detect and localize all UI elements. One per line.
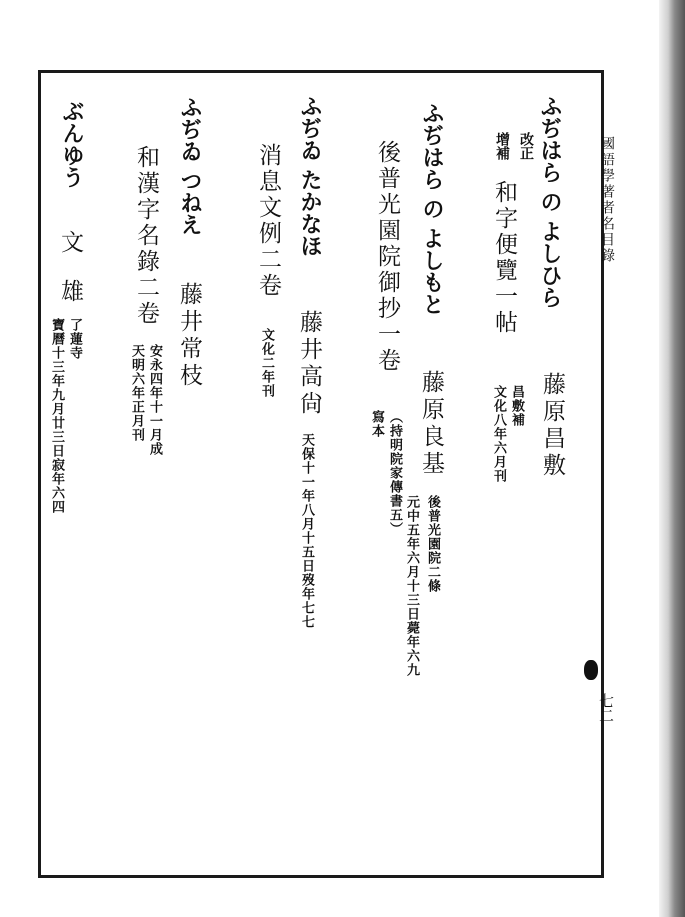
entry-note: 天保十一年八月十五日歿年七七 bbox=[299, 433, 314, 629]
entry-author: 藤井高尙 bbox=[296, 310, 322, 418]
entry-note: 文化八年六月刊 bbox=[491, 385, 506, 483]
title-note: 安永四年十一月成 bbox=[147, 344, 162, 456]
entry-note: 元中五年六月十三日薨年六九 bbox=[404, 495, 419, 677]
entry-title: 和字便覽一帖 bbox=[491, 180, 517, 336]
title-note: 文化二年刊 bbox=[259, 328, 274, 398]
entry-kana-name: ふぢはら の よしもと bbox=[419, 102, 444, 316]
page-edge-shadow bbox=[659, 0, 685, 917]
entry-author: 文雄 bbox=[57, 230, 83, 328]
entry-title: 和漢字名錄二卷 bbox=[133, 145, 159, 327]
entry-note: 了蓮寺 bbox=[67, 318, 82, 360]
entry-note: 昌敷補 bbox=[509, 385, 524, 427]
entry-note: 後普光園院二條 bbox=[425, 495, 440, 593]
entry-author: 藤井常枝 bbox=[176, 282, 202, 390]
entry-kana-name: ふぢはら の よしひら bbox=[537, 95, 562, 309]
entry-author: 藤原良基 bbox=[418, 370, 444, 478]
ink-blot bbox=[584, 660, 598, 680]
entry-title: 消息文例二卷 bbox=[255, 143, 281, 299]
title-note: 寫本 bbox=[369, 410, 384, 438]
entry-note: 寶曆十三年九月廿三日寂年六四 bbox=[49, 318, 64, 514]
entry-kana-name: ふぢゐ つねえ bbox=[177, 96, 202, 236]
entry-title: 後普光園院御抄一卷 bbox=[374, 140, 400, 374]
title-prefix-line: 增補 bbox=[494, 132, 510, 160]
entry-kana-name: ぶんゆう bbox=[59, 100, 84, 188]
title-prefix bbox=[492, 132, 536, 160]
entry-author: 藤原昌敷 bbox=[539, 372, 565, 480]
entry-kana-name: ふぢゐ たかなほ bbox=[297, 95, 322, 257]
title-prefix-line: 改正 bbox=[518, 132, 534, 160]
page-number: 七二 bbox=[597, 693, 615, 723]
running-header: 國語學著者名目錄 bbox=[599, 136, 615, 264]
title-note: 天明六年正月刊 bbox=[129, 344, 144, 442]
title-note: （持明院家傳書五） bbox=[387, 410, 402, 536]
